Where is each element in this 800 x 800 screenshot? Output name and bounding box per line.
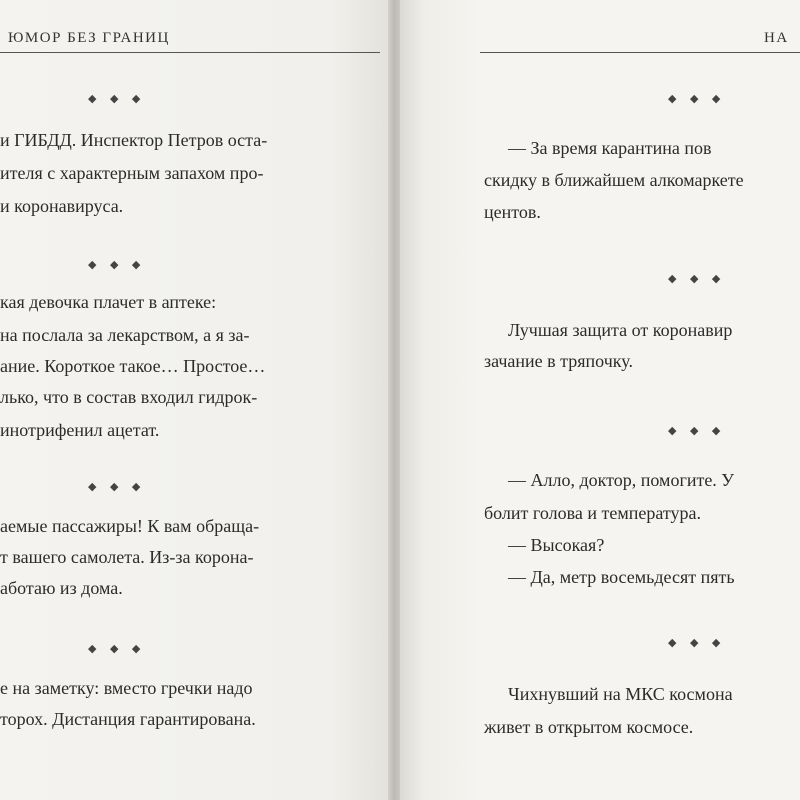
- text-line: — За время карантина пов: [508, 138, 712, 158]
- text-line: зачание в тряпочку.: [484, 351, 633, 371]
- left-page: [0, 0, 390, 800]
- ornament-divider: ◆ ◆ ◆: [668, 424, 726, 437]
- text-line: торох. Дистанция гарантирована.: [0, 709, 256, 729]
- text-line: скидку в ближайшем алкомаркете: [484, 170, 744, 190]
- text-line: — Да, метр восемьдесят пять: [508, 567, 735, 587]
- text-line: Чихнувший на МКС космона: [508, 684, 733, 704]
- text-line: Лучшая защита от коронавир: [508, 320, 733, 340]
- text-line: ителя с характерным запахом про-: [0, 163, 264, 183]
- text-line: инотрифенил ацетат.: [0, 420, 160, 440]
- text-line: аботаю из дома.: [0, 578, 123, 598]
- header-rule-right: [480, 52, 800, 53]
- ornament-divider: ◆ ◆ ◆: [88, 92, 146, 105]
- ornament-divider: ◆ ◆ ◆: [668, 92, 726, 105]
- text-line: ание. Короткое такое… Простое…: [0, 356, 266, 376]
- ornament-divider: ◆ ◆ ◆: [88, 480, 146, 493]
- text-line: е на заметку: вместо гречки надо: [0, 678, 253, 698]
- text-line: и ГИБДД. Инспектор Петров оста-: [0, 130, 268, 150]
- header-rule-left: [0, 52, 380, 53]
- text-line: кая девочка плачет в аптеке:: [0, 292, 217, 312]
- text-line: живет в открытом космосе.: [484, 717, 694, 737]
- text-line: т вашего самолета. Из-за корона-: [0, 547, 254, 567]
- running-head-right: НА: [764, 30, 789, 46]
- ornament-divider: ◆ ◆ ◆: [668, 272, 726, 285]
- text-line: и коронавируса.: [0, 196, 124, 216]
- ornament-divider: ◆ ◆ ◆: [88, 258, 146, 271]
- running-head-left: ЮМОР БЕЗ ГРАНИЦ: [8, 30, 170, 46]
- text-line: центов.: [484, 202, 541, 222]
- text-line: — Алло, доктор, помогите. У: [508, 470, 735, 490]
- ornament-divider: ◆ ◆ ◆: [88, 642, 146, 655]
- text-line: болит голова и температура.: [484, 503, 701, 523]
- text-line: лько, что в состав входил гидрок-: [0, 387, 258, 407]
- ornament-divider: ◆ ◆ ◆: [668, 636, 726, 649]
- text-line: — Высокая?: [508, 535, 605, 555]
- text-line: на послала за лекарством, а я за-: [0, 325, 250, 345]
- right-page: [400, 0, 800, 800]
- text-line: аемые пассажиры! К вам обраща-: [0, 516, 260, 536]
